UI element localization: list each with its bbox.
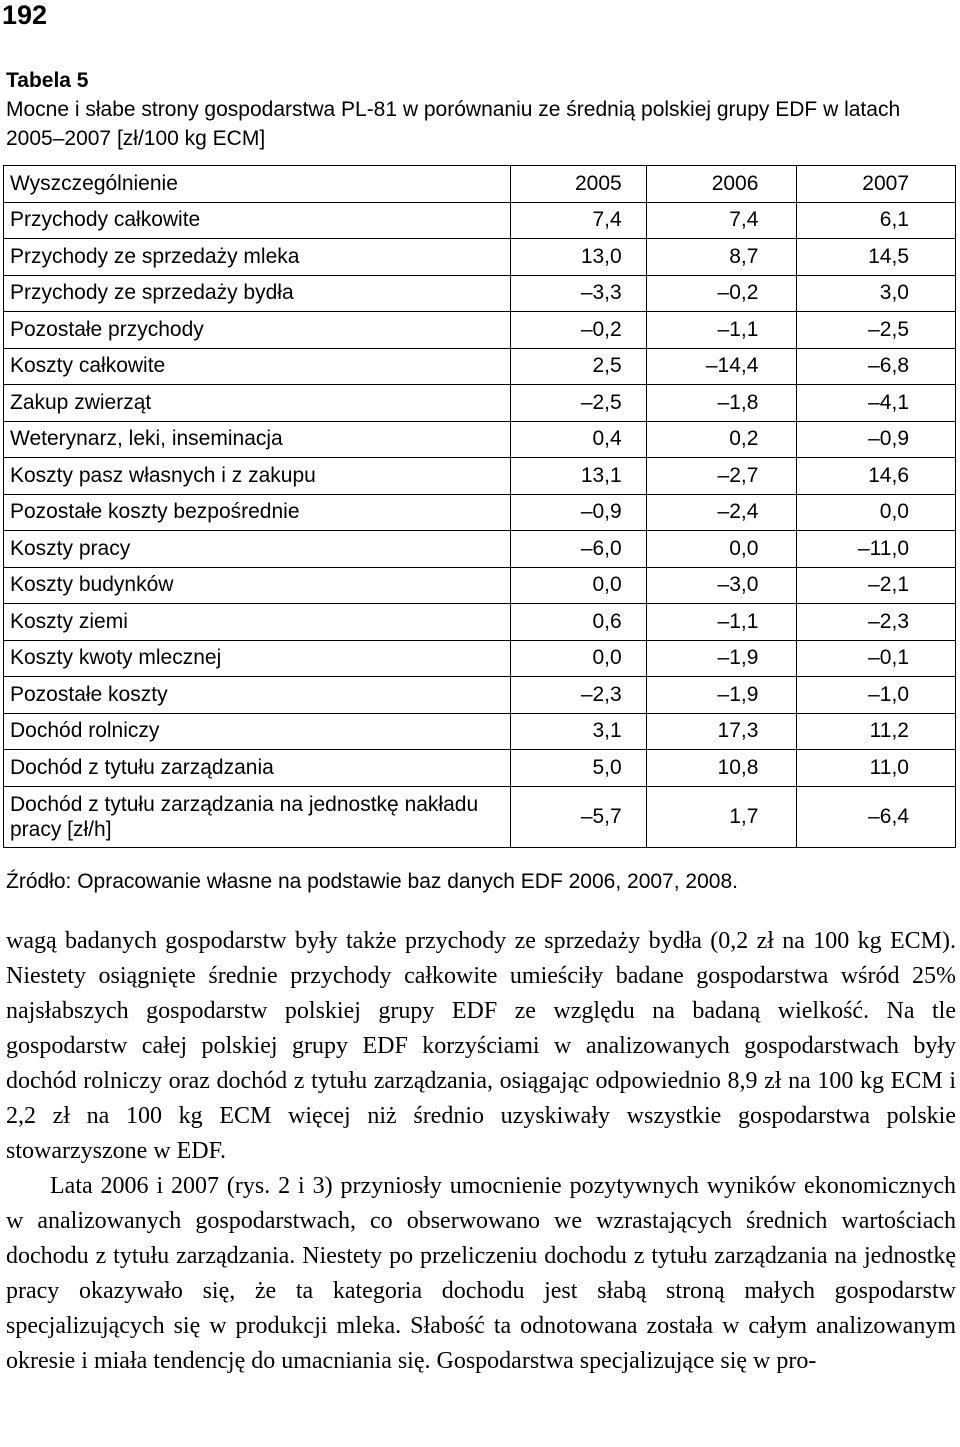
value-cell: 0,4 <box>510 421 646 458</box>
row-label-cell: Pozostałe przychody <box>4 312 511 349</box>
value-cell: 0,0 <box>510 567 646 604</box>
body-text <box>6 924 956 1379</box>
value-cell: –6,4 <box>797 786 956 847</box>
value-cell: –1,9 <box>646 640 797 677</box>
value-cell: –0,2 <box>510 312 646 349</box>
row-label-cell: Zakup zwierząt <box>4 385 511 422</box>
value-cell: –3,0 <box>646 567 797 604</box>
value-cell: 17,3 <box>646 713 797 750</box>
table-title: Mocne i słabe strony gospodarstwa PL-81 w porównaniu ze średnią polskiej grupy EDF w latach 2005–2007 [zł/100 kg ECM] <box>6 98 901 150</box>
table-row <box>4 312 956 349</box>
value-cell: –6,0 <box>510 531 646 568</box>
table-row <box>4 713 956 750</box>
value-cell: 11,2 <box>797 713 956 750</box>
value-cell: –1,1 <box>646 312 797 349</box>
header-cell: 2005 <box>510 166 646 203</box>
table-caption <box>6 66 956 153</box>
value-cell: –11,0 <box>797 531 956 568</box>
table-label: Tabela 5 <box>6 69 89 92</box>
value-cell: 14,5 <box>797 239 956 276</box>
value-cell: –3,3 <box>510 275 646 312</box>
table-header-row <box>4 166 956 203</box>
value-cell: –1,9 <box>646 677 797 714</box>
row-label-cell: Koszty kwoty mlecznej <box>4 640 511 677</box>
value-cell: –1,1 <box>646 604 797 641</box>
row-label-cell: Koszty całkowite <box>4 348 511 385</box>
value-cell: –2,7 <box>646 458 797 495</box>
value-cell: 7,4 <box>646 202 797 239</box>
value-cell: 3,0 <box>797 275 956 312</box>
table-row <box>4 567 956 604</box>
table-row <box>4 677 956 714</box>
table-row <box>4 275 956 312</box>
value-cell: –6,8 <box>797 348 956 385</box>
value-cell: 13,1 <box>510 458 646 495</box>
paragraph: Lata 2006 i 2007 (rys. 2 i 3) przyniosły umocnienie pozytywnych wyników ekonomicznych w analizowanych gospodarstwach, co obserwowano we wzrastających średnich wartościach dochodu z tytułu zarządzania. Niestety po przeliczeniu dochodu z tytułu zarządzania na jednostkę pracy okazywało się, że ta kategoria dochodu jest słabą stroną małych gospodarstw specjalizujących się w produkcji mleka. Słabość ta odnotowana została w całym analizowanym okresie i miała tendencję do umacniania się. Gospodarstwa specjalizujące się w pro- <box>6 1173 956 1374</box>
value-cell: –2,5 <box>797 312 956 349</box>
value-cell: –5,7 <box>510 786 646 847</box>
value-cell: –0,9 <box>797 421 956 458</box>
row-label-cell: Dochód z tytułu zarządzania <box>4 750 511 787</box>
row-label-cell: Przychody ze sprzedaży mleka <box>4 239 511 276</box>
table-row <box>4 202 956 239</box>
row-label-cell: Przychody ze sprzedaży bydła <box>4 275 511 312</box>
table-row <box>4 531 956 568</box>
table-row <box>4 421 956 458</box>
table-row <box>4 348 956 385</box>
value-cell: –0,9 <box>510 494 646 531</box>
data-table <box>3 165 956 848</box>
value-cell: 0,2 <box>646 421 797 458</box>
row-label-cell: Dochód z tytułu zarządzania na jednostkę nakładu pracy [zł/h] <box>4 786 511 847</box>
value-cell: 0,0 <box>797 494 956 531</box>
row-label-cell: Przychody całkowite <box>4 202 511 239</box>
source-note: Źródło: Opracowanie własne na podstawie baz danych EDF 2006, 2007, 2008. <box>6 870 738 893</box>
row-label-cell: Pozostałe koszty <box>4 677 511 714</box>
row-label-cell: Koszty budynków <box>4 567 511 604</box>
value-cell: –14,4 <box>646 348 797 385</box>
table-row <box>4 786 956 847</box>
value-cell: –1,0 <box>797 677 956 714</box>
value-cell: 14,6 <box>797 458 956 495</box>
table-row <box>4 494 956 531</box>
row-label-cell: Pozostałe koszty bezpośrednie <box>4 494 511 531</box>
value-cell: 0,6 <box>510 604 646 641</box>
row-label-cell: Weterynarz, leki, inseminacja <box>4 421 511 458</box>
value-cell: –0,1 <box>797 640 956 677</box>
value-cell: 3,1 <box>510 713 646 750</box>
value-cell: –0,2 <box>646 275 797 312</box>
table-body <box>4 166 956 848</box>
table-row <box>4 239 956 276</box>
value-cell: 0,0 <box>510 640 646 677</box>
value-cell: 0,0 <box>646 531 797 568</box>
value-cell: –1,8 <box>646 385 797 422</box>
value-cell: –2,4 <box>646 494 797 531</box>
header-cell: 2007 <box>797 166 956 203</box>
value-cell: 2,5 <box>510 348 646 385</box>
table-row <box>4 750 956 787</box>
page-number: 192 <box>2 0 48 30</box>
table-row <box>4 385 956 422</box>
value-cell: 5,0 <box>510 750 646 787</box>
value-cell: –2,3 <box>510 677 646 714</box>
value-cell: –2,1 <box>797 567 956 604</box>
header-cell: Wyszczególnienie <box>4 166 511 203</box>
value-cell: 1,7 <box>646 786 797 847</box>
value-cell: –2,3 <box>797 604 956 641</box>
value-cell: 7,4 <box>510 202 646 239</box>
table-row <box>4 640 956 677</box>
header-cell: 2006 <box>646 166 797 203</box>
value-cell: –4,1 <box>797 385 956 422</box>
value-cell: 13,0 <box>510 239 646 276</box>
row-label-cell: Dochód rolniczy <box>4 713 511 750</box>
value-cell: 10,8 <box>646 750 797 787</box>
value-cell: 8,7 <box>646 239 797 276</box>
value-cell: 6,1 <box>797 202 956 239</box>
table-row <box>4 604 956 641</box>
value-cell: –2,5 <box>510 385 646 422</box>
row-label-cell: Koszty pasz własnych i z zakupu <box>4 458 511 495</box>
row-label-cell: Koszty pracy <box>4 531 511 568</box>
paragraph: wagą badanych gospodarstw były także przychody ze sprzedaży bydła (0,2 zł na 100 kg ECM). Niestety osiągnięte średnie przychody całkowite umieściły badane gospodarstwa wśród 25% najsłabszych gospodarstw polskiej grupy EDF ze względu na badaną wielkość. Na tle gospodarstw całej polskiej grupy EDF korzyściami w analizowanych gospodarstwach były dochód rolniczy oraz dochód z tytułu zarządzania, osiągając odpowiednio 8,9 zł na 100 kg ECM i 2,2 zł na 100 kg ECM więcej niż średnio uzyskiwały wszystkie gospodarstwa polskie stowarzyszone w EDF. <box>6 928 956 1164</box>
row-label-cell: Koszty ziemi <box>4 604 511 641</box>
value-cell: 11,0 <box>797 750 956 787</box>
table-row <box>4 458 956 495</box>
